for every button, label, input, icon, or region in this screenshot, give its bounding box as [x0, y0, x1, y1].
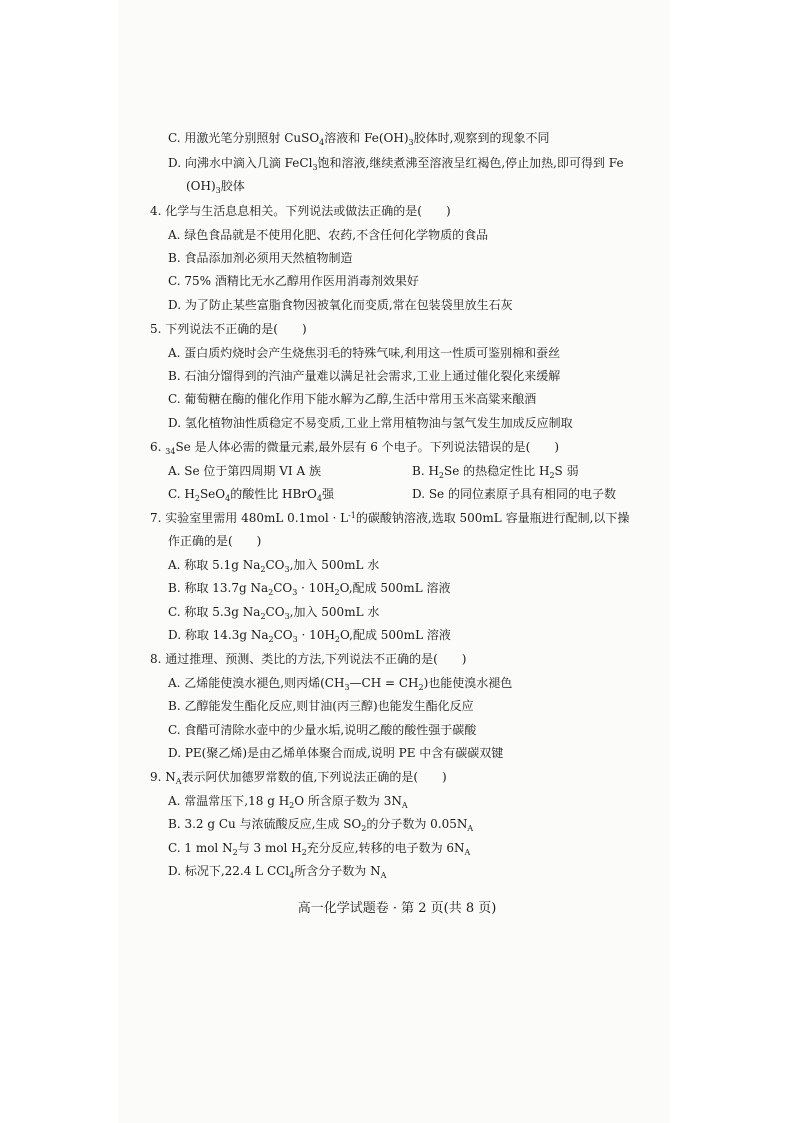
q5-option-d: D. 氢化植物油性质稳定不易变质,工业上常用植物油与氢气发生加成反应制取 — [168, 416, 573, 430]
q9-option-a: A. 常温常压下,18 g $H_2O$ 所含原子数为 $3N_A$ — [168, 794, 408, 810]
q8-option-d: D. PE(聚乙烯)是由乙烯单体聚合而成,说明 PE 中含有碳碳双键 — [168, 746, 504, 760]
question-7-stem-continued: 作正确的是( ) — [168, 534, 262, 548]
q8-option-c: C. 食醋可清除水壶中的少量水垢,说明乙酸的酸性强于碳酸 — [168, 723, 477, 737]
q8-option-a: A. 乙烯能使溴水褪色,则丙烯$(CH_3—CH = CH_2)$也能使溴水褪色 — [168, 676, 513, 692]
q5-option-c: C. 葡萄糖在酶的催化作用下能水解为乙醇,生活中常用玉米高粱来酿酒 — [168, 392, 537, 406]
q8-option-b: B. 乙醇能发生酯化反应,则甘油(丙三醇)也能发生酯化反应 — [168, 699, 474, 713]
q6-option-c: C. $H_2SeO_4$的酸性比 HBrO$_4$强 — [168, 487, 335, 503]
question-5-stem: 5. 下列说法不正确的是( ) — [150, 322, 307, 336]
q6-option-a: A. Se 位于第四周期 VI A 族 — [168, 464, 321, 478]
q9-option-c: C. 1 mol $N_2$与 3 mol $H_2$充分反应,转移的电子数为 $6N_A$ — [168, 841, 471, 857]
q7-option-b: B. 称取 13.7g $Na_2CO_3 \cdot 10H_2O$,配成 500mL 溶液 — [168, 581, 451, 597]
q4-option-b: B. 食品添加剂必须用天然植物制造 — [168, 251, 353, 265]
q3-option-d: D. 向沸水中滴入几滴 FeCl$_3$饱和溶液,继续煮沸至溶液呈红褐色,停止加热,即可得到 Fe — [168, 156, 624, 172]
question-4-stem: 4. 化学与生活息息相关。下列说法或做法正确的是( ) — [150, 204, 451, 218]
q6-option-d: D. Se 的同位素原子具有相同的电子数 — [412, 487, 616, 501]
q7-option-d: D. 称取 14.3g $Na_2CO_3 \cdot 10H_2O$,配成 500mL 溶液 — [168, 628, 451, 644]
q3-option-c: C. 用激光笔分别照射 CuSO$_4$溶液和 $Fe(OH)_3$胶体时,观察到的现象不同 — [168, 131, 550, 147]
page-footer: 高一化学试题卷 · 第 2 页(共 8 页) — [297, 901, 497, 916]
q6-option-b: B. $H_2Se$ 的热稳定性比 $H_2S$ 弱 — [412, 464, 579, 480]
q7-option-c: C. 称取 5.3g $Na_2CO_3$,加入 500mL 水 — [168, 605, 380, 621]
q4-option-d: D. 为了防止某些富脂食物因被氧化而变质,常在包装袋里放生石灰 — [168, 298, 513, 312]
q4-option-c: C. 75% 酒精比无水乙醇用作医用消毒剂效果好 — [168, 274, 419, 288]
q5-option-a: A. 蛋白质灼烧时会产生烧焦羽毛的特殊气味,利用这一性质可鉴别棉和蚕丝 — [168, 346, 561, 360]
q9-option-b: B. 3.2 g Cu 与浓硫酸反应,生成 $SO_2$的分子数为 $0.05N_A$ — [168, 817, 474, 833]
q3-option-d-continued: $(OH)_3$胶体 — [186, 179, 245, 195]
q9-option-d: D. 标况下,22.4 L CCl$_4$所含分子数为 $N_A$ — [168, 864, 387, 880]
q4-option-a: A. 绿色食品就是不使用化肥、农药,不含任何化学物质的食品 — [168, 228, 489, 242]
q5-option-b: B. 石油分馏得到的汽油产量难以满足社会需求,工业上通过催化裂化来缓解 — [168, 369, 561, 383]
question-9-stem: 9. $N_A$表示阿伏加德罗常数的值,下列说法正确的是( ) — [150, 770, 447, 786]
question-7-stem: 7. 实验室里需用 480mL $0.1mol \cdot L^{-1}$的碳酸钠溶液,选取 500mL 容量瓶进行配制,以下操 — [150, 511, 630, 525]
question-8-stem: 8. 通过推理、预测、类比的方法,下列说法不正确的是( ) — [150, 652, 467, 666]
question-6-stem: 6. $_{34}$Se 是人体必需的微量元素,最外层有 6 个电子。下列说法错误的是( ) — [150, 440, 560, 456]
q7-option-a: A. 称取 5.1g $Na_2CO_3$,加入 500mL 水 — [168, 558, 380, 574]
